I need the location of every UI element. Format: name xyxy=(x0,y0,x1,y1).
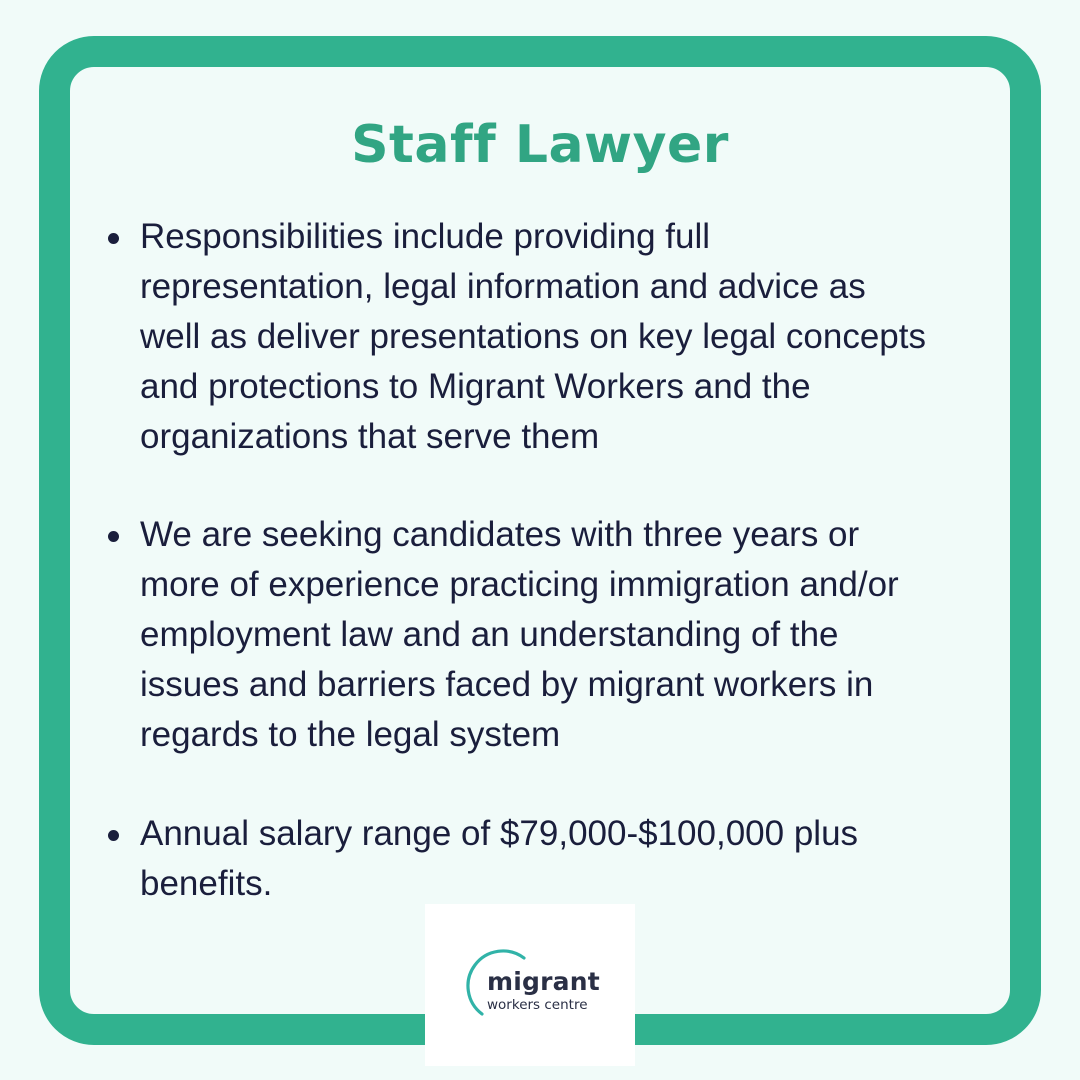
logo-wordmark-primary: migrant xyxy=(487,967,600,996)
organization-logo xyxy=(425,904,635,1066)
bullet-text: Responsibilities include providing full representation, legal information and advice as well as deliver presentations on key legal concepts and protections to Migrant Workers and the organizations that serve them xyxy=(140,217,926,456)
bullet-text: We are seeking candidates with three years or more of experience practicing immigration and/or employment law and an understanding of the issues and barriers faced by migrant workers in regards to the legal system xyxy=(140,515,899,754)
bullet-dot-icon xyxy=(108,830,119,841)
bullet-dot-icon xyxy=(108,233,119,244)
page-title: Staff Lawyer xyxy=(351,115,729,175)
bullet-dot-icon xyxy=(108,531,119,542)
logo-wordmark-secondary: workers centre xyxy=(487,997,588,1013)
bullet-text: Annual salary range of $79,000-$100,000 plus benefits. xyxy=(140,814,859,903)
